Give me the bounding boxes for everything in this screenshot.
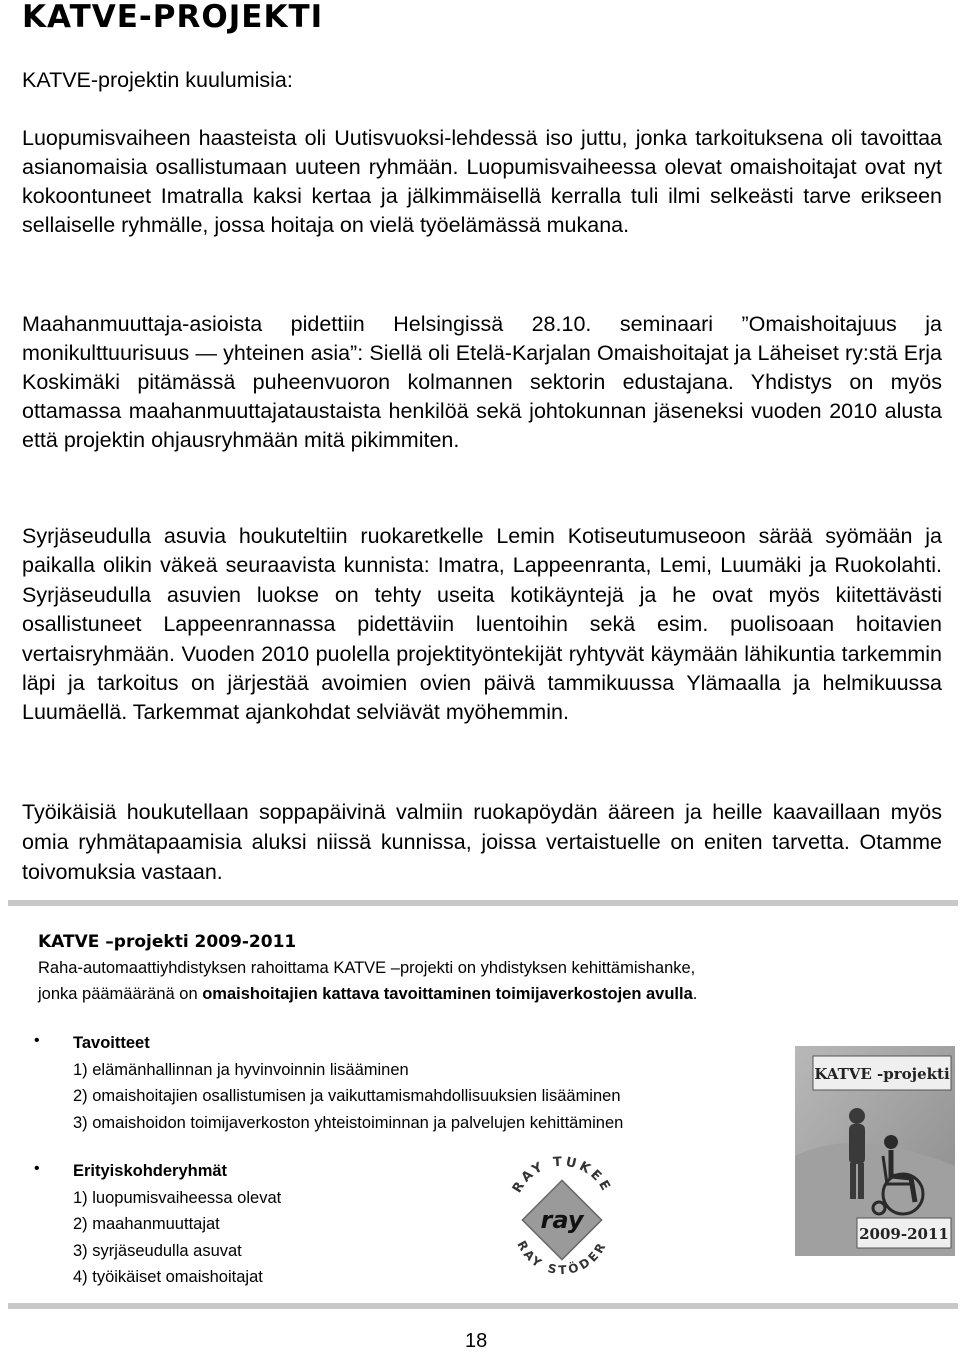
goals-item: 1) elämänhallinnan ja hyvinvoinnin lisääminen (73, 1060, 409, 1079)
paragraph-maahanmuuttaja: Maahanmuuttaja-asioista pidettiin Helsingissä 28.10. seminaari ”Omaishoitajuus ja monikulttuurisuus — yhteinen asia”: Siellä oli Etelä-Karjalan Omaishoitajat ja Läheiset ry:stä Erja Koskimäki pitämässä puheenvuoron kolmannen sektorin edustajana. Yhdistys on myös ottamassa maahanmuuttajataustaista henkilöä sekä johtokunnan jäseneksi vuoden 2010 alusta että projektin ohjausryhmään mitä pikimmiten. (22, 312, 942, 452)
paragraph-syrjaseutu: Syrjäseudulla asuvia houkuteltiin ruokaretkelle Lemin Kotiseutumuseoon särää syömään ja paikalla olikin väkeä seuraavista kunnista: Imatra, Lappeenranta, Lemi, Luumäki ja Ruokolahti. Syrjäseudulla asuvien luokse on tehty useita kotikäyntejä ja he ovat myös kiitettävästi osallistuneet Lappeenrannassa pidettäviin luentoihin sekä esim. puolisoaan hoitavien vertaisryhmään. Vuoden 2010 puolella projektityöntekijät ryhtyvät käymään lähikuntia tarkemmin läpi ja tarkoitus on järjestää avoimien ovien päivä tammikuussa Ylämaalla ja helmikuussa Luumäellä. Tarkemmat ajankohdat selviävät myöhemmin. (22, 524, 942, 725)
goals-heading: Tavoitteet (73, 1034, 150, 1052)
goals-item: 2) omaishoitajien osallistumisen ja vaikuttamismahdollisuuksien lisääminen (73, 1087, 621, 1105)
katve-logo-top-text: KATVE -projekti (814, 1065, 950, 1083)
ray-seal-logo (496, 1150, 628, 1290)
ray-seal-bottom-path: RAY STÖDER (514, 1238, 610, 1278)
info-box-line-2-bold: omaishoitajien kattava tavoittaminen toimijaverkostojen avulla (202, 985, 693, 1003)
targets-item: 1) luopumisvaiheessa olevat (73, 1188, 282, 1207)
paragraph-luopumisvaihe: Luopumisvaiheen haasteista oli Uutisvuoksi-lehdessä iso juttu, jonka tarkoituksena oli tavoittaa asianomaisia osallistumaan uuteen ryhmään. Luopumisvaiheessa olevat omaishoitajat ovat nyt kokoontuneet Imatralla kaksi kertaa ja jälkimmäisellä kerralla tuli ilmi selkeästi tarve erikseen sellaiselle ryhmälle, jossa hoitaja on vielä työelämässä mukana. (22, 126, 942, 237)
katve-logo-bottom-text: 2009-2011 (859, 1225, 949, 1243)
info-box-top-border (8, 900, 958, 906)
paragraph-tyoikaiset: Työikäisiä houkutellaan soppapäivinä valmiin ruokapöydän ääreen ja heille kaavaillaan myös omia ryhmätapaamisia aluksi niissä kunnissa, joissa vertaistuelle on eniten tarvetta. Otamme toivomuksia vastaan. (22, 800, 942, 884)
katve-project-logo (795, 1046, 955, 1256)
ray-seal-top-path: RAY TUKEE (509, 1154, 615, 1196)
page-number: 18 (465, 1330, 488, 1352)
goals-item: 3) omaishoidon toimijaverkoston yhteistoiminnan ja palvelujen kehittäminen (73, 1113, 624, 1132)
targets-list (73, 1158, 281, 1291)
targets-item: 3) syrjäseudulla asuvat (73, 1241, 242, 1260)
info-box-line-1: Raha-automaattiyhdistyksen rahoittama KATVE –projekti on yhdistyksen kehittämishanke, (38, 959, 696, 977)
targets-item: 4) työikäiset omaishoitajat (73, 1268, 263, 1286)
targets-item: 2) maahanmuuttajat (73, 1215, 220, 1233)
info-box-title: KATVE –projekti 2009-2011 (38, 932, 297, 952)
info-box-bottom-border (8, 1303, 958, 1309)
targets-heading: Erityiskohderyhmät (73, 1162, 228, 1180)
bullet-targets: • (34, 1160, 40, 1177)
ray-seal-center-text: ray (540, 1206, 584, 1234)
page-title: KATVE-PROJEKTI (22, 0, 324, 35)
info-box-line-2-pre: jonka päämääränä on (38, 985, 203, 1003)
info-box-line-2-post: . (692, 985, 698, 1003)
goals-list (73, 1030, 623, 1136)
intro-line: KATVE-projektin kuulumisia: (22, 68, 293, 92)
info-box-line-2 (38, 983, 697, 1005)
bullet-goals: • (34, 1032, 40, 1049)
